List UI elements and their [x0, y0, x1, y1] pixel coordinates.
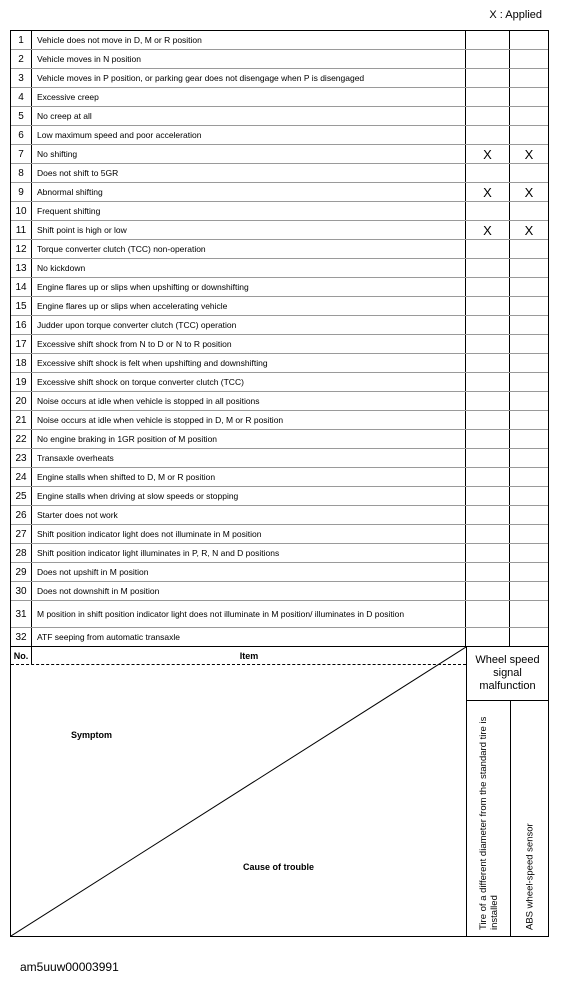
cause-col-sensor-label: ABS wheel-speed sensor	[524, 823, 535, 930]
row-mark-tire	[466, 88, 510, 106]
header-cause: Cause of trouble	[243, 862, 315, 872]
row-number: 20	[11, 392, 32, 410]
row-item: M position in shift position indicator light does not illuminate in M position/ illuminates in D position	[32, 601, 466, 627]
row-mark-sensor	[510, 468, 548, 486]
row-number: 17	[11, 335, 32, 353]
table-row	[11, 487, 548, 506]
row-item: Shift position indicator light does not illuminate in M position	[32, 525, 466, 543]
row-item: Excessive shift shock is felt when upshifting and downshifting	[32, 354, 466, 372]
row-item: Engine flares up or slips when accelerating vehicle	[32, 297, 466, 315]
diagonal-divider	[11, 647, 466, 936]
table-row	[11, 506, 548, 525]
row-mark-sensor	[510, 582, 548, 600]
row-item: No engine braking in 1GR position of M position	[32, 430, 466, 448]
row-item: Excessive creep	[32, 88, 466, 106]
row-mark-tire	[466, 544, 510, 562]
row-number: 26	[11, 506, 32, 524]
table-row	[11, 392, 548, 411]
row-mark-sensor	[510, 31, 548, 49]
row-item: Excessive shift shock from N to D or N to R position	[32, 335, 466, 353]
row-item: No creep at all	[32, 107, 466, 125]
row-number: 2	[11, 50, 32, 68]
cause-group-title: Wheel speed signal malfunction	[467, 647, 548, 701]
row-number: 1	[11, 31, 32, 49]
table-row	[11, 316, 548, 335]
row-mark-sensor	[510, 525, 548, 543]
row-number: 12	[11, 240, 32, 258]
row-number: 19	[11, 373, 32, 391]
row-number: 9	[11, 183, 32, 201]
row-mark-sensor	[510, 411, 548, 429]
header-symptom: Symptom	[71, 730, 113, 740]
row-mark-tire	[466, 525, 510, 543]
legend: X : Applied	[489, 9, 542, 21]
table-row	[11, 430, 548, 449]
row-mark-sensor	[510, 50, 548, 68]
row-mark-tire	[466, 278, 510, 296]
row-mark-sensor	[510, 628, 548, 646]
row-mark-sensor	[510, 392, 548, 410]
cause-col-sensor	[511, 701, 548, 936]
row-mark-tire	[466, 628, 510, 646]
row-mark-tire: X	[466, 145, 510, 163]
row-mark-sensor	[510, 278, 548, 296]
symptom-table	[10, 30, 549, 937]
figure-id: am5uuw00003991	[20, 960, 119, 974]
table-row	[11, 50, 548, 69]
row-number: 7	[11, 145, 32, 163]
row-mark-sensor: X	[524, 146, 534, 162]
table-row	[11, 544, 548, 563]
header-no: No.	[11, 647, 32, 664]
row-number: 11	[11, 221, 32, 239]
row-number: 27	[11, 525, 32, 543]
row-item: Noise occurs at idle when vehicle is stopped in D, M or R position	[32, 411, 466, 429]
row-number: 28	[11, 544, 32, 562]
table-row	[11, 202, 548, 221]
row-mark-tire	[466, 69, 510, 87]
row-mark-tire	[466, 582, 510, 600]
row-mark-tire	[466, 335, 510, 353]
row-mark-tire	[466, 107, 510, 125]
row-item: Noise occurs at idle when vehicle is stopped in all positions	[32, 392, 466, 410]
row-number: 22	[11, 430, 32, 448]
table-row	[11, 31, 548, 50]
row-mark-sensor	[510, 373, 548, 391]
row-mark-sensor	[510, 259, 548, 277]
row-mark-sensor	[510, 354, 548, 372]
table-row	[11, 278, 548, 297]
row-mark-sensor	[510, 107, 548, 125]
row-number: 23	[11, 449, 32, 467]
row-item: Vehicle moves in P position, or parking gear does not disengage when P is disengaged	[32, 69, 466, 87]
row-mark-sensor	[510, 430, 548, 448]
table-row	[11, 601, 548, 628]
row-mark-sensor	[510, 164, 548, 182]
row-item: Torque converter clutch (TCC) non-operation	[32, 240, 466, 258]
row-mark-tire	[466, 373, 510, 391]
table-row	[11, 373, 548, 392]
cause-columns	[466, 647, 548, 936]
table-row	[11, 164, 548, 183]
table-body	[11, 31, 548, 647]
row-mark-sensor	[510, 544, 548, 562]
row-item: Vehicle does not move in D, M or R position	[32, 31, 466, 49]
row-mark-tire	[466, 202, 510, 220]
cause-col-tire-label: Tire of a different diameter from the standard tire is installed	[477, 716, 500, 930]
row-number: 25	[11, 487, 32, 505]
row-number: 18	[11, 354, 32, 372]
row-item: Engine flares up or slips when upshifting or downshifting	[32, 278, 466, 296]
row-item: Does not shift to 5GR	[32, 164, 466, 182]
row-mark-sensor	[510, 126, 548, 144]
table-row	[11, 221, 548, 240]
row-mark-tire	[466, 126, 510, 144]
table-row	[11, 411, 548, 430]
row-item: Engine stalls when shifted to D, M or R position	[32, 468, 466, 486]
row-item: Transaxle overheats	[32, 449, 466, 467]
row-mark-sensor	[510, 335, 548, 353]
row-mark-sensor	[510, 316, 548, 334]
row-mark-sensor	[510, 601, 548, 627]
row-number: 13	[11, 259, 32, 277]
row-mark-tire	[466, 411, 510, 429]
row-number: 5	[11, 107, 32, 125]
row-mark-tire	[466, 430, 510, 448]
row-mark-tire	[466, 487, 510, 505]
row-number: 31	[11, 601, 32, 627]
row-number: 30	[11, 582, 32, 600]
row-mark-sensor	[510, 449, 548, 467]
table-row	[11, 126, 548, 145]
dashed-divider	[11, 664, 466, 665]
row-item: Does not downshift in M position	[32, 582, 466, 600]
cause-col-tire	[467, 701, 511, 936]
row-item: Abnormal shifting	[32, 183, 466, 201]
table-header	[11, 647, 548, 936]
row-mark-tire	[466, 297, 510, 315]
row-number: 14	[11, 278, 32, 296]
row-mark-tire	[466, 316, 510, 334]
row-mark-sensor	[510, 297, 548, 315]
row-item: Shift point is high or low	[32, 221, 466, 239]
row-mark-tire	[466, 563, 510, 581]
row-mark-tire: X	[466, 221, 510, 239]
row-number: 32	[11, 628, 32, 646]
table-row	[11, 69, 548, 88]
row-mark-sensor	[510, 240, 548, 258]
row-mark-sensor: X	[524, 222, 534, 238]
row-number: 10	[11, 202, 32, 220]
row-mark-sensor	[510, 69, 548, 87]
table-row	[11, 335, 548, 354]
row-number: 8	[11, 164, 32, 182]
row-item: No kickdown	[32, 259, 466, 277]
row-mark-tire: X	[466, 183, 510, 201]
row-number: 6	[11, 126, 32, 144]
table-row	[11, 145, 548, 164]
row-mark-tire	[466, 449, 510, 467]
row-mark-tire	[466, 50, 510, 68]
table-row	[11, 628, 548, 647]
table-row	[11, 468, 548, 487]
row-item: Judder upon torque converter clutch (TCC) operation	[32, 316, 466, 334]
table-row	[11, 107, 548, 126]
row-mark-sensor	[510, 563, 548, 581]
row-mark-tire	[466, 468, 510, 486]
row-item: Does not upshift in M position	[32, 563, 466, 581]
row-number: 24	[11, 468, 32, 486]
row-number: 3	[11, 69, 32, 87]
row-number: 16	[11, 316, 32, 334]
row-item: Starter does not work	[32, 506, 466, 524]
table-row	[11, 525, 548, 544]
row-item: Frequent shifting	[32, 202, 466, 220]
row-mark-tire	[466, 240, 510, 258]
table-row	[11, 259, 548, 278]
row-mark-sensor	[510, 202, 548, 220]
row-mark-tire	[466, 259, 510, 277]
table-row	[11, 240, 548, 259]
table-row	[11, 88, 548, 107]
row-mark-tire	[466, 31, 510, 49]
row-number: 29	[11, 563, 32, 581]
row-item: Shift position indicator light illuminates in P, R, N and D positions	[32, 544, 466, 562]
row-item: Excessive shift shock on torque converter clutch (TCC)	[32, 373, 466, 391]
row-mark-tire	[466, 601, 510, 627]
row-item: Low maximum speed and poor acceleration	[32, 126, 466, 144]
table-row	[11, 183, 548, 202]
row-mark-sensor: X	[524, 184, 534, 200]
row-number: 15	[11, 297, 32, 315]
row-mark-tire	[466, 506, 510, 524]
row-mark-sensor	[510, 88, 548, 106]
row-mark-tire	[466, 354, 510, 372]
table-row	[11, 354, 548, 373]
table-row	[11, 449, 548, 468]
row-item: No shifting	[32, 145, 466, 163]
row-item: Engine stalls when driving at slow speeds or stopping	[32, 487, 466, 505]
row-item: ATF seeping from automatic transaxle	[32, 628, 466, 646]
row-number: 4	[11, 88, 32, 106]
row-mark-sensor	[510, 487, 548, 505]
table-row	[11, 297, 548, 316]
header-item: Item	[239, 650, 259, 661]
row-item: Vehicle moves in N position	[32, 50, 466, 68]
row-number: 21	[11, 411, 32, 429]
row-mark-tire	[466, 164, 510, 182]
row-mark-sensor	[510, 506, 548, 524]
row-mark-tire	[466, 392, 510, 410]
table-row	[11, 563, 548, 582]
table-row	[11, 582, 548, 601]
